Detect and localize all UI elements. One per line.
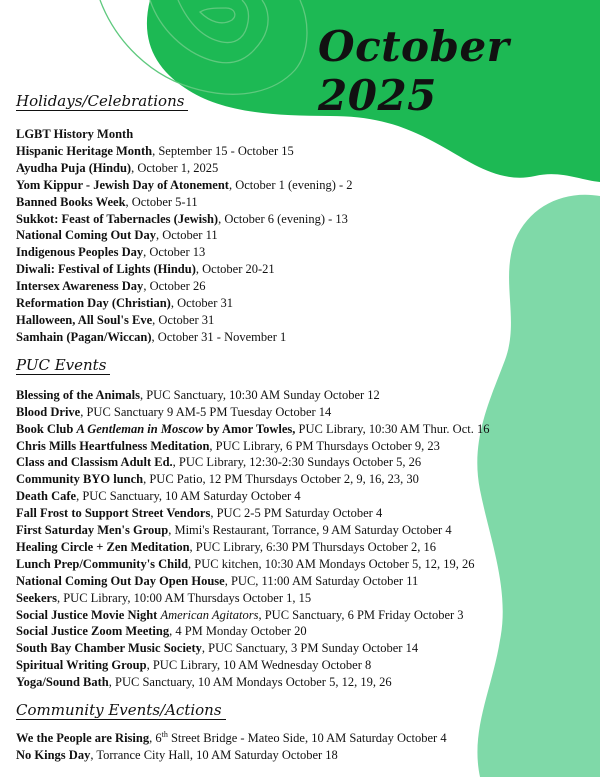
event-detail: , PUC Sanctuary, 10:30 AM Sunday October 12 <box>139 387 380 402</box>
event-name: Blood Drive <box>16 404 81 419</box>
event-name: Social Justice Zoom Meeting <box>16 624 170 639</box>
book-title: A Gentleman in Moscow <box>76 421 204 436</box>
event-name: First Saturday Men's Group <box>16 523 169 538</box>
event-name: Sukkot: Feast of Tabernacles (Jewish) <box>16 211 219 226</box>
event-name: Book Club <box>16 421 77 436</box>
event-name: Hispanic Heritage Month <box>16 143 153 158</box>
event-name: Fall Frost to Support Street Vendors <box>16 506 211 521</box>
event-name: Seekers <box>16 590 57 605</box>
list-item <box>16 194 586 211</box>
ordinal-suffix: th <box>161 729 168 739</box>
list-item <box>16 488 586 505</box>
event-detail: Street Bridge - Mateo Side, 10 AM Saturday October 4 <box>167 731 447 746</box>
event-detail: , PUC kitchen, 10:30 AM Mondays October 5, 12, 19, 26 <box>188 556 475 571</box>
list-item <box>16 421 586 438</box>
event-name: Class and Classism Adult Ed. <box>16 455 173 470</box>
content <box>16 92 586 764</box>
list-item <box>16 607 586 624</box>
event-detail: , October 20-21 <box>195 262 275 277</box>
event-name: Diwali: Festival of Lights (Hindu) <box>16 262 196 277</box>
event-name: National Coming Out Day <box>16 228 156 243</box>
event-name: Ayudha Puja (Hindu) <box>16 160 132 175</box>
film-title: American Agitators, <box>160 607 262 622</box>
event-name: Chris Mills Heartfulness Meditation <box>16 438 210 453</box>
event-name: Banned Books Week <box>16 194 126 209</box>
event-detail-prefix: , 6 <box>149 731 162 746</box>
event-name: Yoga/Sound Bath <box>16 675 109 690</box>
list-item <box>16 227 586 244</box>
event-detail: , Torrance City Hall, 10 AM Saturday October 18 <box>90 748 338 762</box>
section-heading-holidays: Holidays/Celebrations <box>16 92 188 111</box>
list-item <box>16 623 586 640</box>
list-item <box>16 211 586 228</box>
event-detail: , October 11 <box>155 228 218 243</box>
event-name: No Kings Day <box>16 748 91 762</box>
list-item <box>16 329 586 346</box>
list-item <box>16 295 586 312</box>
event-detail: , October 31 <box>170 296 233 311</box>
event-detail: , PUC 2-5 PM Saturday October 4 <box>210 506 383 521</box>
event-detail: , PUC Sanctuary 9 AM-5 PM Tuesday October 14 <box>80 404 332 419</box>
event-detail: , October 31 <box>152 312 215 327</box>
event-name: Lunch Prep/Community's Child <box>16 556 189 571</box>
event-name: Healing Circle + Zen Meditation <box>16 539 190 554</box>
list-item <box>16 522 586 539</box>
event-detail: , PUC, 11:00 AM Saturday October 11 <box>224 573 419 588</box>
list-item <box>16 556 586 573</box>
event-name: Death Cafe <box>16 489 77 504</box>
event-detail: , PUC Library, 12:30-2:30 Sundays October 5, 26 <box>172 455 422 470</box>
event-detail: , PUC Library, 6 PM Thursdays October 9, 23 <box>209 438 440 453</box>
page-title: October 2025 <box>318 22 510 120</box>
event-detail: , October 13 <box>143 245 206 260</box>
event-name: Social Justice Movie Night <box>16 607 161 622</box>
book-title-wrap <box>76 422 203 436</box>
list-item <box>16 590 586 607</box>
list-item <box>16 404 586 421</box>
list-item <box>16 278 586 295</box>
event-detail: , October 26 <box>143 279 206 294</box>
event-name: Blessing of the Animals <box>16 387 140 402</box>
list-item <box>16 126 586 143</box>
list-item <box>16 438 586 455</box>
event-detail: , PUC Sanctuary, 3 PM Sunday October 14 <box>201 641 419 656</box>
list-item <box>16 454 586 471</box>
event-name: LGBT History Month <box>16 127 134 141</box>
event-detail: , 4 PM Monday October 20 <box>169 624 307 639</box>
list-item <box>16 244 586 261</box>
section-heading-puc-events: PUC Events <box>16 356 110 375</box>
list-item <box>16 657 586 674</box>
event-detail: , PUC Sanctuary, 10 AM Mondays October 5, 12, 19, 26 <box>108 675 392 690</box>
list-item <box>16 160 586 177</box>
event-detail: , October 6 (evening) - 13 <box>218 211 348 226</box>
list-item <box>16 143 586 160</box>
puc-events-list <box>16 387 586 691</box>
list-item <box>16 505 586 522</box>
event-name: Reformation Day (Christian) <box>16 296 171 311</box>
list-item <box>16 387 586 404</box>
event-detail: , PUC Library, 6:30 PM Thursdays October 2, 16 <box>189 539 437 554</box>
event-name: We the People are Rising <box>16 731 150 746</box>
list-item <box>16 730 586 747</box>
event-detail: , Mimi's Restaurant, Torrance, 9 AM Saturday October 4 <box>168 523 452 538</box>
event-detail: PUC Sanctuary, 6 PM Friday October 3 <box>261 607 464 622</box>
list-item <box>16 539 586 556</box>
event-name: Spiritual Writing Group <box>16 658 147 673</box>
event-name: Samhain (Pagan/Wiccan) <box>16 329 152 344</box>
section-heading-community: Community Events/Actions <box>16 701 226 720</box>
event-name: Halloween, All Soul's Eve <box>16 312 153 327</box>
event-detail: , October 1, 2025 <box>131 160 219 175</box>
event-name: Yom Kippur - Jewish Day of Atonement <box>16 177 229 192</box>
list-item <box>16 747 586 764</box>
list-item <box>16 640 586 657</box>
event-name: South Bay Chamber Music Society <box>16 641 202 656</box>
event-detail: , September 15 - October 15 <box>152 143 294 158</box>
list-item <box>16 674 586 691</box>
event-detail: , PUC Patio, 12 PM Thursdays October 2, 9, 16, 23, 30 <box>143 472 419 487</box>
event-name: Intersex Awareness Day <box>16 279 144 294</box>
event-detail: , October 1 (evening) - 2 <box>228 177 353 192</box>
event-name-suffix: by Amor Towles, <box>203 421 296 436</box>
event-name: National Coming Out Day Open House <box>16 573 225 588</box>
list-item <box>16 261 586 278</box>
event-detail: , PUC Library, 10:00 AM Thursdays October 1, 15 <box>56 590 312 605</box>
event-detail: , October 31 - November 1 <box>151 329 287 344</box>
community-events-list <box>16 730 586 764</box>
event-detail: , PUC Sanctuary, 10 AM Saturday October 4 <box>76 489 301 504</box>
holidays-list <box>16 126 586 346</box>
event-name: Indigenous Peoples Day <box>16 245 144 260</box>
list-item <box>16 471 586 488</box>
event-detail: PUC Library, 10:30 AM Thur. Oct. 16 <box>295 421 490 436</box>
event-detail: , PUC Library, 10 AM Wednesday October 8 <box>146 658 372 673</box>
event-detail: , October 5-11 <box>125 194 198 209</box>
list-item <box>16 573 586 590</box>
list-item <box>16 177 586 194</box>
list-item <box>16 312 586 329</box>
event-name: Community BYO lunch <box>16 472 144 487</box>
